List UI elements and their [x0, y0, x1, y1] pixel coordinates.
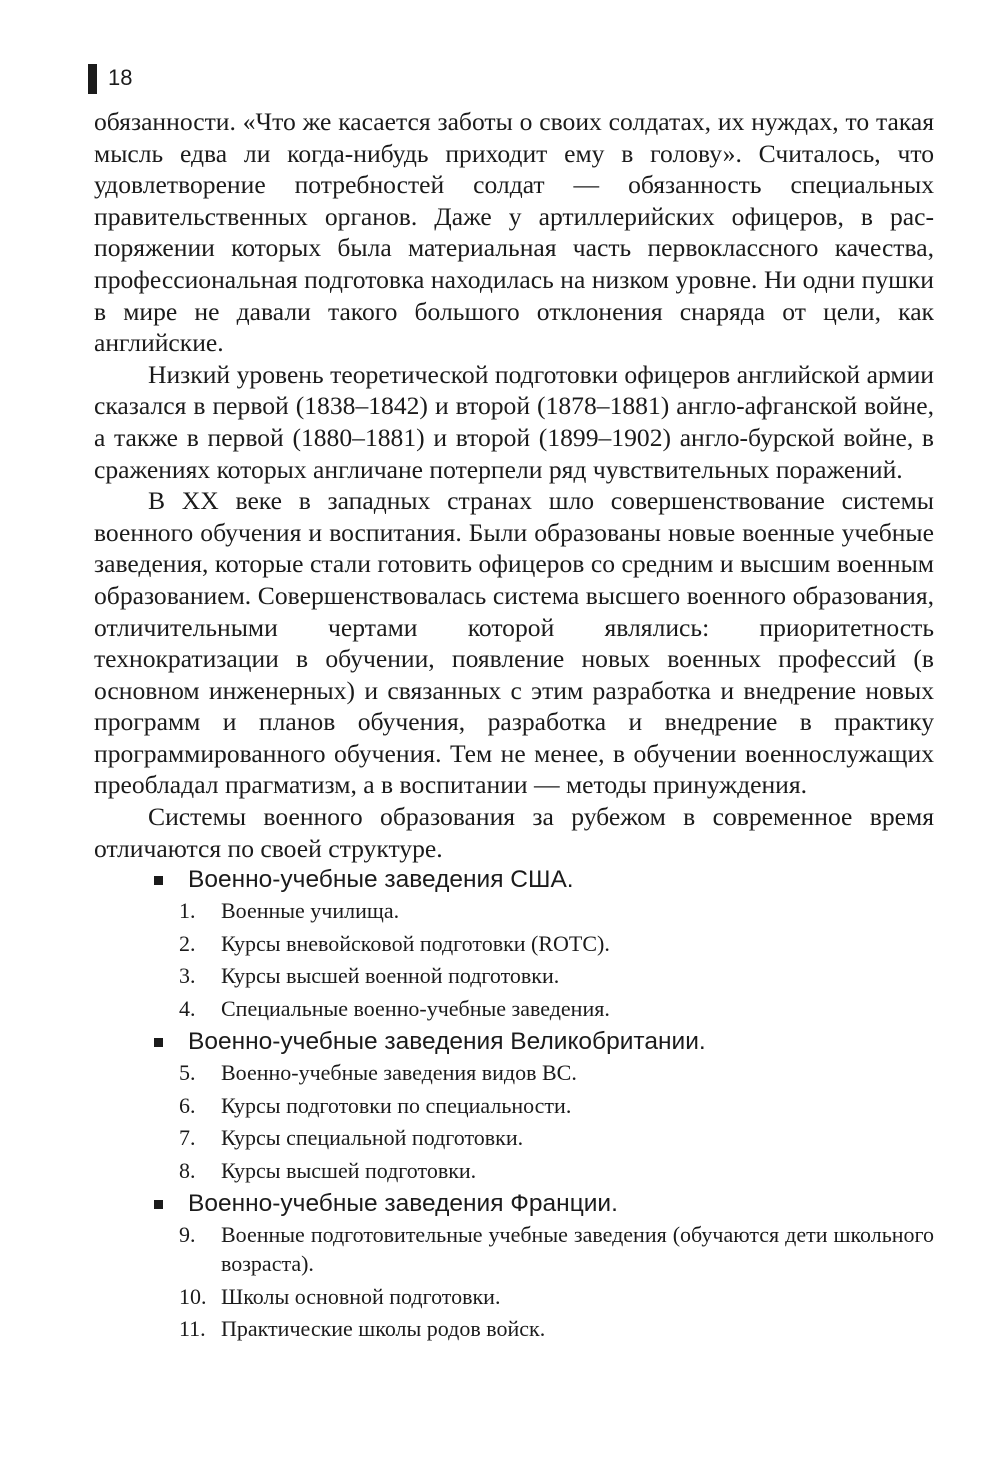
bullet-square-icon — [154, 1200, 163, 1209]
group-france — [94, 1188, 934, 1343]
item-number: 10. — [179, 1283, 207, 1309]
item-number: 1. — [179, 898, 196, 924]
item-text: Военные подготовительные учебные заведения (обучаются дети школьного возраста). — [221, 1222, 934, 1277]
paragraph-3: В XX веке в западных странах шло совершенствование системы военного обучения и воспитания. Были образованы новые военные учебные заведения, которые стали готовить офицеров со средним и высшим военным образованием. Совершенствовалась система высшего военного образования, отличительными чертами которой являлись: приоритетность технократизации в обучении, появление новых военных профессий (в основном инженерных) и связанных с этим разработка и внедрение новых программ и планов обучения, разработка и внедрение в практику программированного обучения. Тем не менее, в обучении военнослужащих преобладал прагматизм, а в воспитании — методы принуждения. — [94, 486, 934, 800]
item-list — [94, 1058, 934, 1185]
item-list — [94, 1220, 934, 1343]
bullet-square-icon — [154, 1038, 163, 1047]
page-number-bar — [88, 64, 97, 94]
item-text: Школы основной подготовки. — [221, 1283, 501, 1309]
group-usa — [94, 864, 934, 1023]
item-text: Военно-учебные заведения видов ВС. — [221, 1060, 577, 1086]
item-text: Специальные военно-учебные заведения. — [221, 995, 610, 1021]
item-text: Курсы вневойсковой подготовки (ROTC). — [221, 930, 610, 956]
item-text: Курсы высшей подготовки. — [221, 1157, 477, 1183]
list-item — [94, 1123, 934, 1152]
list-item — [94, 1282, 934, 1311]
item-text: Курсы высшей военной подготовки. — [221, 963, 560, 989]
group-heading: Военно-учебные заведения США. — [188, 866, 574, 894]
list-item — [94, 994, 934, 1023]
item-number: 5. — [179, 1060, 196, 1086]
item-text: Курсы специальной подготовки. — [221, 1125, 524, 1151]
group-uk — [94, 1026, 934, 1185]
group-heading: Военно-учебные заведения Франции. — [188, 1190, 618, 1218]
list-item — [94, 1220, 934, 1278]
item-number: 11. — [179, 1316, 206, 1342]
main-text — [94, 106, 934, 1347]
paragraph-4: Системы военного образования за рубежом в современное время отличаются по своей структуре. — [94, 802, 934, 863]
item-text: Практические школы родов войск. — [221, 1316, 546, 1342]
item-number: 2. — [179, 930, 196, 956]
list-item — [94, 1091, 934, 1120]
list-item — [94, 1156, 934, 1185]
item-number: 6. — [179, 1092, 196, 1118]
item-list — [94, 896, 934, 1023]
list-item — [94, 1314, 934, 1343]
paragraph-1: обязанности. «Что же касается заботы о своих солдатах, их нуждах, то такая мысль едва ли когда-нибудь приходит ему в голову». Считалось, что удовлетворение потребностей солдат — обязанность специальных правительственных органов. Даже у артиллерийских офицеров, в распоряжении которых была материальная часть первоклассного качества, профессиональная подготовка находилась на низком уровне. Ни одни пушки в мире не давали такого большого отклонения снаряда от цели, как английские. — [94, 107, 934, 358]
item-number: 4. — [179, 995, 196, 1021]
item-text: Курсы подготовки по специальности. — [221, 1092, 572, 1118]
page-number: 18 — [108, 65, 133, 90]
group-heading: Военно-учебные заведения Великобритании. — [188, 1028, 706, 1056]
list-item — [94, 896, 934, 925]
item-number: 9. — [179, 1222, 196, 1248]
list-item — [94, 929, 934, 958]
bullet-square-icon — [154, 876, 163, 885]
item-number: 8. — [179, 1157, 196, 1183]
item-number: 3. — [179, 963, 196, 989]
list-item — [94, 1058, 934, 1087]
item-text: Военные училища. — [221, 898, 400, 924]
item-number: 7. — [179, 1125, 196, 1151]
list-item — [94, 961, 934, 990]
paragraph-2: Низкий уровень теоретической подготовки офицеров английской армии сказался в первой (1838–1842) и второй (1878–1881) англо-афганской войне, а также в первой (1880–1881) и второй (1899–1902) англо-бурской войне, в сражениях которых англичане потерпели ряд чувствительных поражений. — [94, 359, 934, 484]
